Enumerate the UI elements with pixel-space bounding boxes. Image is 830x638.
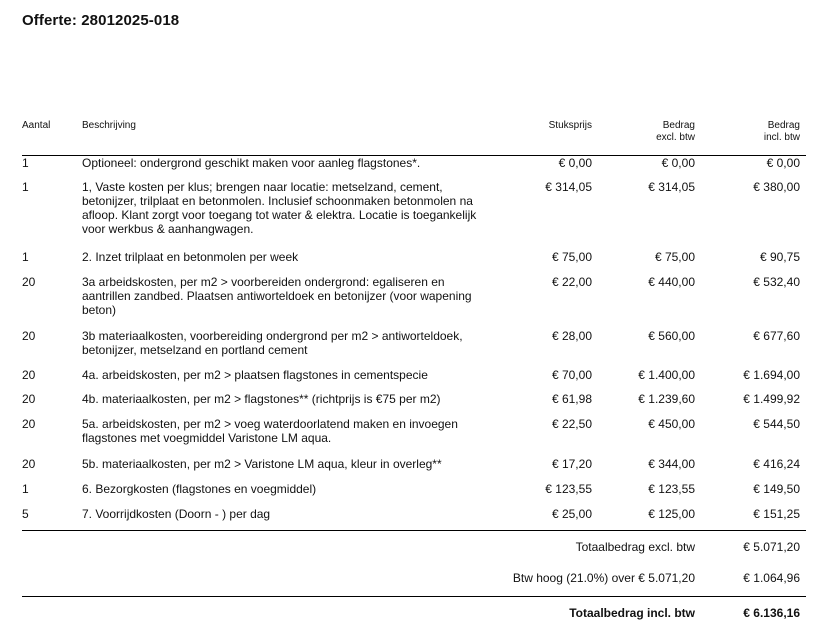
row-unit-price: € 314,05 bbox=[545, 180, 592, 194]
row-amount-incl: € 1.499,92 bbox=[743, 392, 800, 406]
row-unit-price: € 25,00 bbox=[551, 507, 592, 521]
header-amount-excl-line1: Bedrag bbox=[662, 120, 695, 131]
row-amount-incl: € 90,75 bbox=[759, 250, 800, 264]
row-unit-price: € 75,00 bbox=[551, 250, 592, 264]
row-description: 5b. materiaalkosten, per m2 > Varistone LM aqua, kleur in overleg** bbox=[82, 457, 442, 471]
row-amount-excl: € 75,00 bbox=[654, 250, 695, 264]
row-unit-price: € 22,00 bbox=[551, 275, 592, 289]
row-qty: 5 bbox=[22, 507, 29, 521]
header-description: Beschrijving bbox=[82, 120, 136, 131]
row-description: 5a. arbeidskosten, per m2 > voeg waterdoorlatend maken en invoegen flagstones met voegmiddel Varistone LM aqua. bbox=[82, 417, 458, 445]
header-amount-incl-line2: incl. btw bbox=[763, 132, 800, 143]
row-qty: 20 bbox=[22, 275, 36, 289]
row-qty: 20 bbox=[22, 329, 36, 343]
row-description: 4b. materiaalkosten, per m2 > flagstones** (richtprijs is €75 per m2) bbox=[82, 392, 441, 406]
totals-divider bbox=[22, 530, 806, 531]
grand-total-divider bbox=[22, 596, 806, 597]
row-amount-excl: € 440,00 bbox=[648, 275, 695, 289]
row-description: 4a. arbeidskosten, per m2 > plaatsen flagstones in cementspecie bbox=[82, 368, 428, 382]
row-unit-price: € 61,98 bbox=[551, 392, 592, 406]
row-description: 3a arbeidskosten, per m2 > voorbereiden ondergrond: egaliseren en aantrillen zandbed. Plaatsen antiworteldoek en betonijzer (voor wapening beton) bbox=[82, 275, 472, 317]
header-amount-excl-line2: excl. btw bbox=[656, 132, 695, 143]
total-excl-label: Totaalbedrag excl. btw bbox=[575, 540, 695, 554]
row-amount-excl: € 0,00 bbox=[661, 156, 695, 170]
row-qty: 1 bbox=[22, 482, 29, 496]
row-amount-excl: € 1.400,00 bbox=[638, 368, 695, 382]
row-amount-excl: € 450,00 bbox=[648, 417, 695, 431]
row-amount-excl: € 314,05 bbox=[648, 180, 695, 194]
total-excl-value: € 5.071,20 bbox=[743, 540, 800, 554]
row-amount-incl: € 416,24 bbox=[753, 457, 800, 471]
offer-title: Offerte: 28012025-018 bbox=[22, 12, 180, 29]
row-amount-excl: € 123,55 bbox=[648, 482, 695, 496]
row-unit-price: € 70,00 bbox=[551, 368, 592, 382]
row-unit-price: € 0,00 bbox=[558, 156, 592, 170]
table-header bbox=[22, 118, 806, 148]
row-qty: 20 bbox=[22, 457, 36, 471]
row-description: 7. Voorrijdkosten (Doorn - ) per dag bbox=[82, 507, 271, 521]
row-amount-excl: € 344,00 bbox=[648, 457, 695, 471]
header-unit-price: Stuksprijs bbox=[548, 120, 592, 131]
row-qty: 1 bbox=[22, 156, 29, 170]
header-amount-incl bbox=[710, 120, 800, 144]
row-unit-price: € 28,00 bbox=[551, 329, 592, 343]
row-amount-incl: € 0,00 bbox=[766, 156, 800, 170]
row-qty: 20 bbox=[22, 368, 36, 382]
header-amount-incl-line1: Bedrag bbox=[767, 120, 800, 131]
row-unit-price: € 22,50 bbox=[551, 417, 592, 431]
row-amount-excl: € 125,00 bbox=[648, 507, 695, 521]
row-amount-incl: € 532,40 bbox=[753, 275, 800, 289]
header-qty: Aantal bbox=[22, 120, 51, 131]
row-unit-price: € 123,55 bbox=[545, 482, 592, 496]
total-incl-label: Totaalbedrag incl. btw bbox=[569, 606, 695, 620]
row-amount-incl: € 149,50 bbox=[753, 482, 800, 496]
row-qty: 20 bbox=[22, 417, 36, 431]
row-description: 1, Vaste kosten per klus; brengen naar locatie: metselzand, cement, betonijzer, trilplaat en betonmolen. Inclusief schoonmaken betonmolen na afloop. Klant zorgt voor toegang tot water & elektra. Locatie is toegankelijk voor werkbus & aanhangwagen. bbox=[82, 180, 477, 236]
row-amount-incl: € 544,50 bbox=[753, 417, 800, 431]
row-unit-price: € 17,20 bbox=[551, 457, 592, 471]
row-description: 3b materiaalkosten, voorbereiding ondergrond per m2 > antiworteldoek, betonijzer, metselzand en portland cement bbox=[82, 329, 463, 357]
btw-value: € 1.064,96 bbox=[743, 571, 800, 585]
row-qty: 1 bbox=[22, 180, 29, 194]
row-description: 6. Bezorgkosten (flagstones en voegmiddel) bbox=[82, 482, 317, 496]
row-amount-excl: € 1.239,60 bbox=[638, 392, 695, 406]
row-amount-incl: € 1.694,00 bbox=[743, 368, 800, 382]
row-description: Optioneel: ondergrond geschikt maken voor aanleg flagstones*. bbox=[82, 156, 421, 170]
header-amount-excl bbox=[605, 120, 695, 144]
row-qty: 20 bbox=[22, 392, 36, 406]
row-qty: 1 bbox=[22, 250, 29, 264]
row-amount-incl: € 151,25 bbox=[753, 507, 800, 521]
row-amount-excl: € 560,00 bbox=[648, 329, 695, 343]
row-amount-incl: € 677,60 bbox=[753, 329, 800, 343]
quote-table bbox=[22, 118, 806, 620]
row-description: 2. Inzet trilplaat en betonmolen per week bbox=[82, 250, 299, 264]
row-amount-incl: € 380,00 bbox=[753, 180, 800, 194]
total-incl-value: € 6.136,16 bbox=[743, 606, 800, 620]
btw-label: Btw hoog (21.0%) over € 5.071,20 bbox=[512, 571, 695, 585]
